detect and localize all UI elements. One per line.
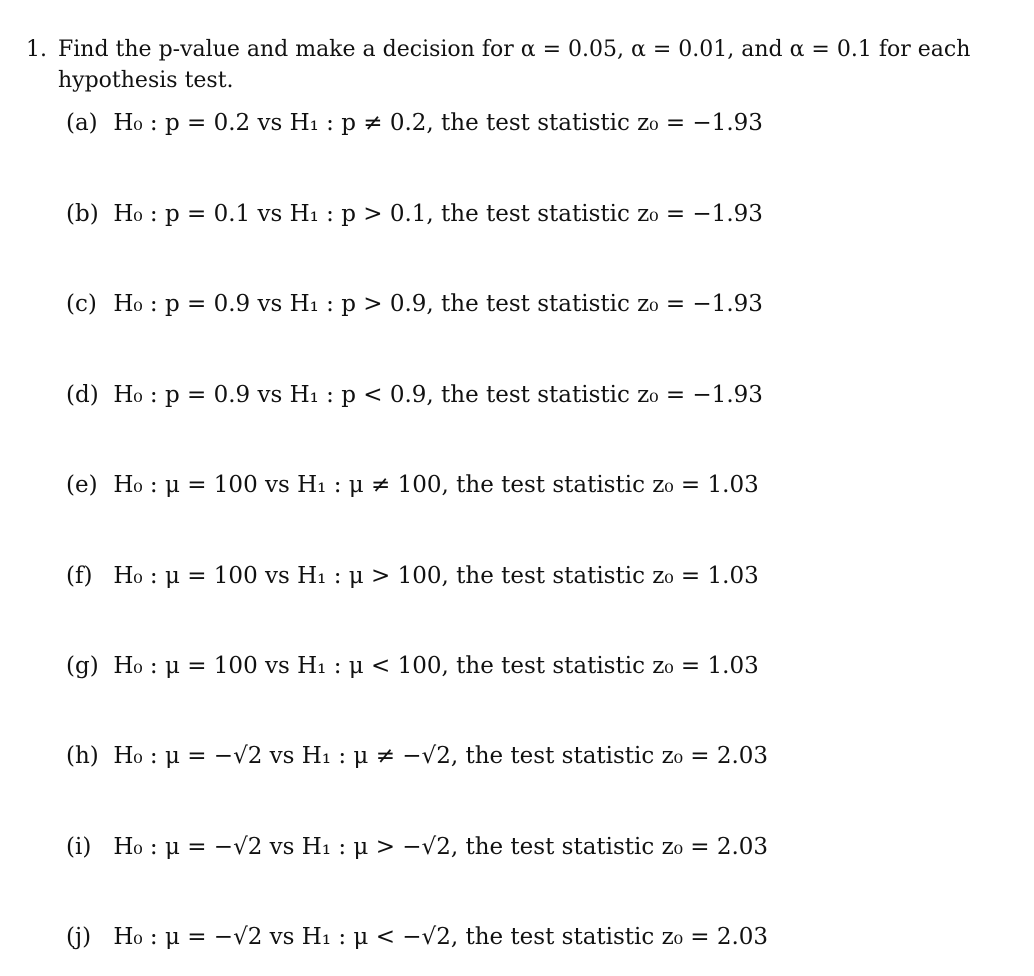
item-text: H₀ : μ = 100 vs H₁ : μ < 100, the test statistic z₀ = 1.03: [113, 653, 759, 679]
list-item: [66, 832, 768, 862]
list-item: [66, 380, 763, 410]
item-text: H₀ : p = 0.9 vs H₁ : p < 0.9, the test statistic z₀ = −1.93: [113, 382, 763, 408]
item-text: H₀ : μ = 100 vs H₁ : μ > 100, the test statistic z₀ = 1.03: [113, 563, 759, 589]
item-text: H₀ : p = 0.2 vs H₁ : p ≠ 0.2, the test statistic z₀ = −1.93: [113, 110, 763, 136]
item-label: (j): [66, 924, 92, 950]
item-label: (a): [66, 110, 98, 136]
item-text: H₀ : μ = −√2 vs H₁ : μ ≠ −√2, the test statistic z₀ = 2.03: [113, 743, 769, 769]
list-item: [66, 108, 763, 138]
item-text: H₀ : p = 0.1 vs H₁ : p > 0.1, the test statistic z₀ = −1.93: [113, 201, 763, 227]
item-text: H₀ : p = 0.9 vs H₁ : p > 0.9, the test statistic z₀ = −1.93: [113, 291, 763, 317]
list-item: [66, 470, 759, 500]
problem-intro-line1: Find the p-value and make a decision for α = 0.05, α = 0.01, and α = 0.1 for each: [58, 37, 971, 62]
list-item: [66, 651, 759, 681]
problem-statement: [26, 34, 1016, 96]
item-text: H₀ : μ = −√2 vs H₁ : μ > −√2, the test statistic z₀ = 2.03: [113, 834, 769, 860]
item-label: (d): [66, 382, 99, 408]
list-item: [66, 199, 763, 229]
item-label: (b): [66, 201, 99, 227]
item-label: (e): [66, 472, 98, 498]
list-item: [66, 741, 768, 771]
item-label: (c): [66, 291, 97, 317]
item-text: H₀ : μ = 100 vs H₁ : μ ≠ 100, the test statistic z₀ = 1.03: [113, 472, 759, 498]
item-label: (i): [66, 834, 92, 860]
item-label: (g): [66, 653, 99, 679]
item-text: H₀ : μ = −√2 vs H₁ : μ < −√2, the test statistic z₀ = 2.03: [113, 924, 769, 950]
list-item: [66, 561, 759, 591]
problem-number: 1.: [26, 37, 47, 62]
item-label: (h): [66, 743, 99, 769]
list-item: [66, 289, 763, 319]
problem-intro-line2: hypothesis test.: [58, 68, 234, 93]
list-item: [66, 922, 768, 952]
item-label: (f): [66, 563, 93, 589]
